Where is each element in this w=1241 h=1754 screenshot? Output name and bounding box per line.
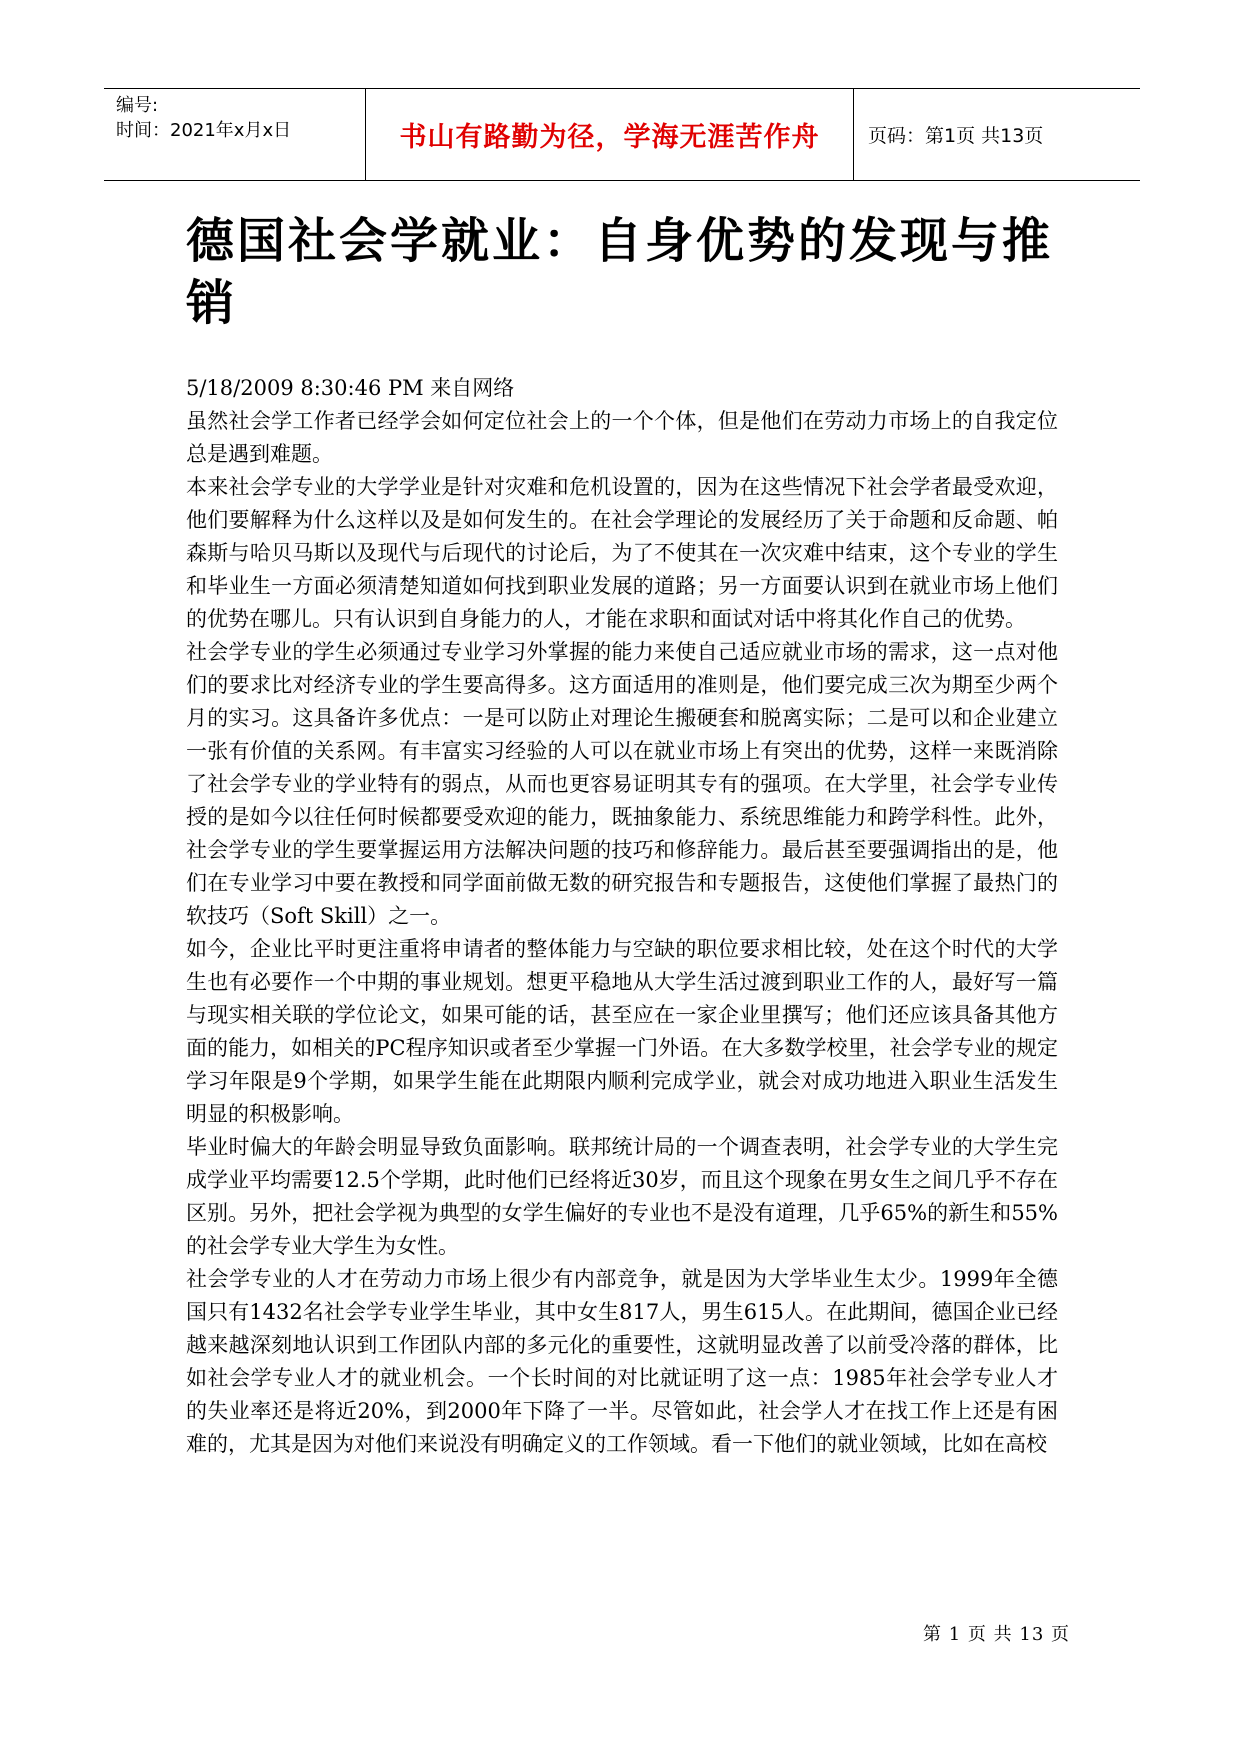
paragraph: 社会学专业的人才在劳动力市场上很少有内部竞争，就是因为大学毕业生太少。1999年全德国只有1432名社会学专业学生毕业，其中女生817人，男生615人。在此期间，德国企业已经越来越深刻地认识到工作团队内部的多元化的重要性，这就明显改善了以前受冷落的群体，比如社会学专业人才的就业机会。一个长时间的对比就证明了这一点：1985年社会学专业人才的失业率还是将近20%，到2000年下降了一半。尽管如此，社会学人才在找工作上还是有困难的，尤其是因为对他们来说没有明确定义的工作领域。看一下他们的就业领域，比如在高校 xyxy=(186,1267,1058,1456)
paragraph: 社会学专业的学生必须通过专业学习外掌握的能力来使自己适应就业市场的需求，这一点对他们的要求比对经济专业的学生要高得多。这方面适用的准则是，他们要完成三次为期至少两个月的实习。这具备许多优点：一是可以防止对理论生搬硬套和脱离实际；二是可以和企业建立一张有价值的关系网。有丰富实习经验的人可以在就业市场上有突出的优势，这样一来既消除了社会学专业的学业特有的弱点，从而也更容易证明其专有的强项。在大学里，社会学专业传授的是如今以往任何时候都要受欢迎的能力，既抽象能力、系统思维能力和跨学科性。此外，社会学专业的学生要掌握运用方法解决问题的技巧和修辞能力。最后甚至要强调指出的是，他们在专业学习中要在教授和同学面前做无数的研究报告和专题报告，这使他们掌握了最热门的软技巧（Soft Skill）之一。 xyxy=(186,640,1058,928)
header-motto: 书山有路勤为径，学海无涯苦作舟 xyxy=(366,89,854,180)
document-time-label: 时间：2021年x月x日 xyxy=(116,120,292,141)
paragraph: 如今，企业比平时更注重将申请者的整体能力与空缺的职位要求相比较，处在这个时代的大学生也有必要作一个中期的事业规划。想更平稳地从大学生活过渡到职业工作的人，最好写一篇与现实相关联的学位论文，如果可能的话，甚至应在一家企业里撰写；他们还应该具备其他方面的能力，如相关的PC程序知识或者至少掌握一门外语。在大多数学校里，社会学专业的规定学习年限是9个学期，如果学生能在此期限内顺利完成学业，就会对成功地进入职业生活发生明显的积极影响。 xyxy=(186,937,1058,1126)
paragraph: 本来社会学专业的大学学业是针对灾难和危机设置的，因为在这些情况下社会学者最受欢迎，他们要解释为什么这样以及是如何发生的。在社会学理论的发展经历了关于命题和反命题、帕森斯与哈贝马斯以及现代与后现代的讨论后，为了不使其在一次灾难中结束，这个专业的学生和毕业生一方面必须清楚知道如何找到职业发展的道路；另一方面要认识到在就业市场上他们的优势在哪儿。只有认识到自身能力的人，才能在求职和面试对话中将其化作自己的优势。 xyxy=(186,475,1058,631)
header-info-cell xyxy=(104,89,366,180)
paragraph: 虽然社会学工作者已经学会如何定位社会上的一个个体，但是他们在劳动力市场上的自我定位总是遇到难题。 xyxy=(186,409,1058,466)
document-header xyxy=(104,88,1140,181)
article-meta: 5/18/2009 8:30:46 PM 来自网络 xyxy=(186,376,515,400)
header-page-info: 页码：第1页 共13页 xyxy=(868,125,1044,147)
article-body xyxy=(186,372,1058,1461)
page-footer: 第 1 页 共 13 页 xyxy=(923,1624,1070,1645)
document-number-label: 编号: xyxy=(116,95,159,116)
paragraph: 毕业时偏大的年龄会明显导致负面影响。联邦统计局的一个调查表明，社会学专业的大学生完成学业平均需要12.5个学期，此时他们已经将近30岁，而且这个现象在男女生之间几乎不存在区别。另外，把社会学视为典型的女学生偏好的专业也不是没有道理，几乎65%的新生和55%的社会学专业大学生为女性。 xyxy=(186,1135,1058,1258)
article-title: 德国社会学就业：自身优势的发现与推销 xyxy=(186,213,1054,331)
